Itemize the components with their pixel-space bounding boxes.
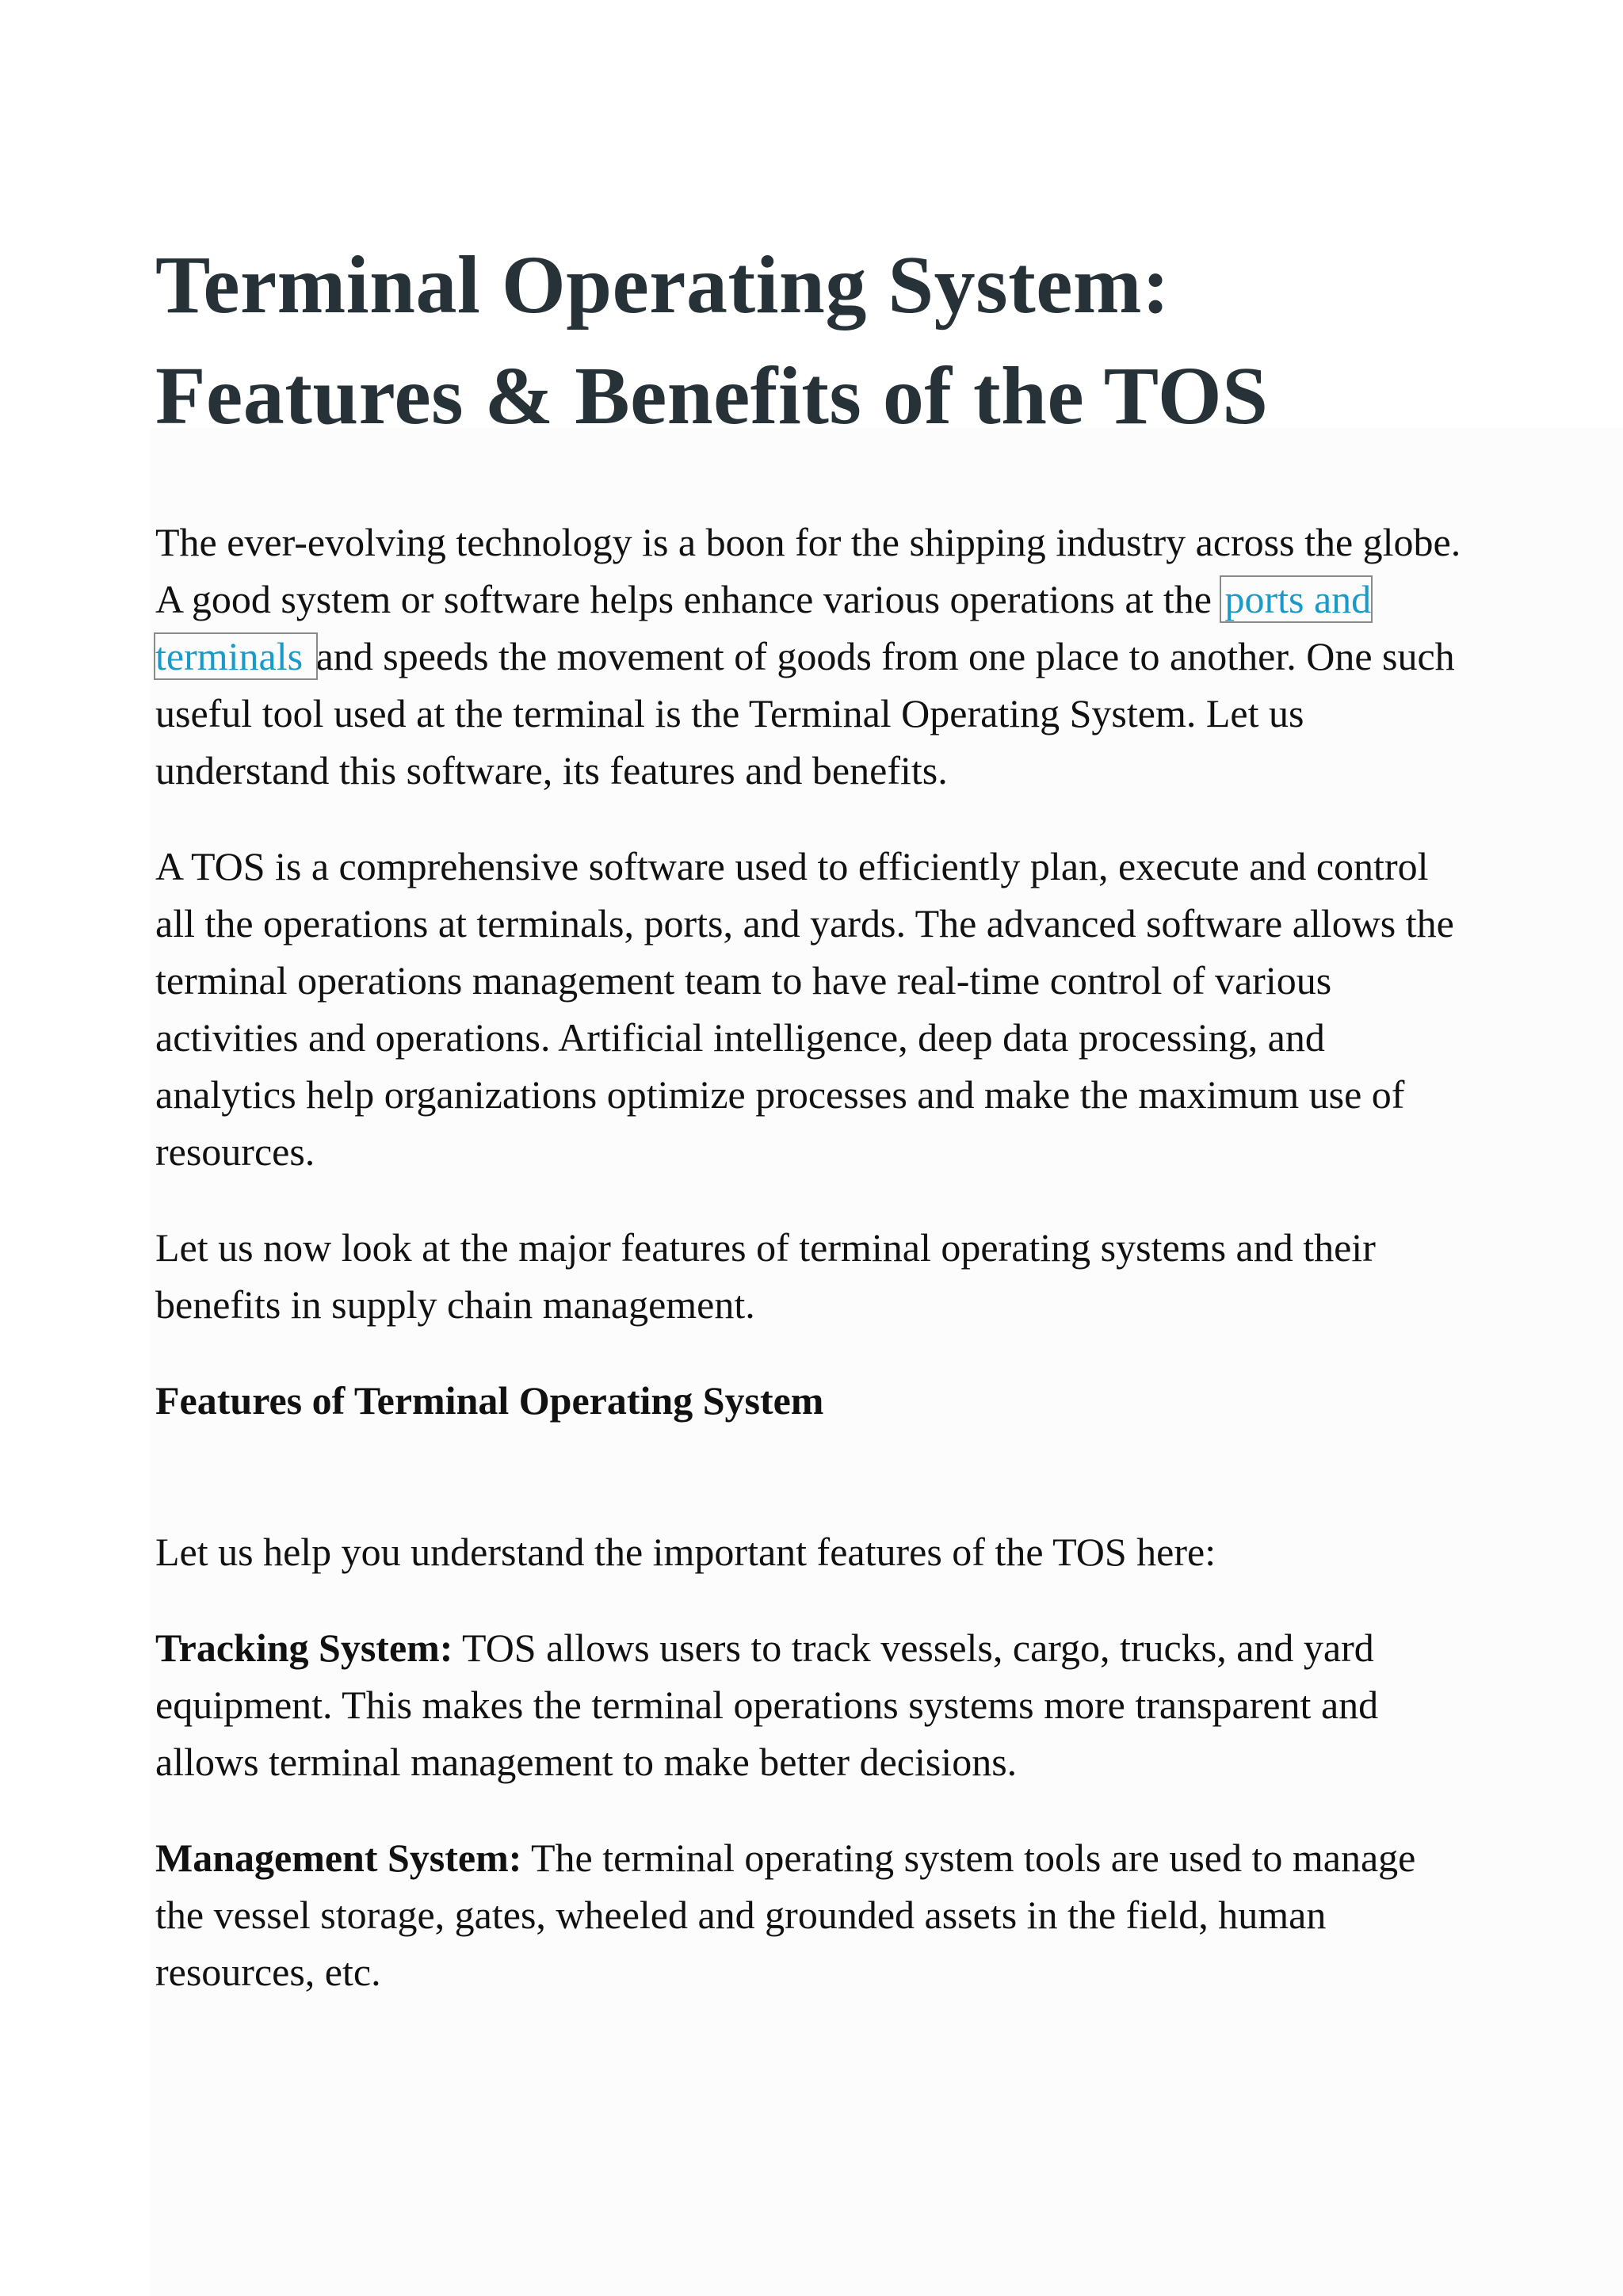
- feature-management-system: [155, 1829, 1471, 2000]
- title-line-1: Terminal Operating System:: [155, 239, 1170, 330]
- feature-description: The terminal operating system tools are used to manage the vessel storage, gates, wheeled and grounded assets in the field, human resources, etc.: [155, 1836, 1416, 1994]
- article-body: [155, 230, 1471, 2039]
- features-intro-paragraph: Let us help you understand the important features of the TOS here:: [155, 1530, 1216, 1574]
- ports-and-terminals-link[interactable]: ports and terminals: [155, 577, 1372, 678]
- title-line-2: Features & Benefits of the TOS: [155, 350, 1269, 441]
- intro-paragraph: [155, 514, 1471, 799]
- intro-text-after-link: and speeds the movement of goods from one place to another. One such useful tool used at the terminal is the Terminal Operating System. Let us understand this software, its features and benefits.: [155, 634, 1455, 793]
- feature-label: Tracking System:: [155, 1626, 453, 1670]
- article-title: [155, 230, 1471, 452]
- transition-paragraph: Let us now look at the major features of terminal operating systems and their benefits in supply chain management.: [155, 1225, 1376, 1327]
- feature-label: Management System:: [155, 1836, 522, 1880]
- feature-tracking-system: [155, 1619, 1471, 1790]
- intro-text-before-link: The ever-evolving technology is a boon for the shipping industry across the globe. A good system or software helps enhance various operations at the: [155, 520, 1461, 621]
- features-heading: Features of Terminal Operating System: [155, 1378, 824, 1423]
- feature-description: TOS allows users to track vessels, cargo, trucks, and yard equipment. This makes the terminal operations systems more transparent and allows terminal management to make better decisions.: [155, 1626, 1379, 1784]
- definition-paragraph: A TOS is a comprehensive software used to efficiently plan, execute and control all the operations at terminals, ports, and yards. The advanced software allows the terminal operations management team to have real-time control of various activities and operations. Artificial intelligence, deep data processing, and analytics help organizations optimize processes and make the maximum use of resources.: [155, 844, 1454, 1174]
